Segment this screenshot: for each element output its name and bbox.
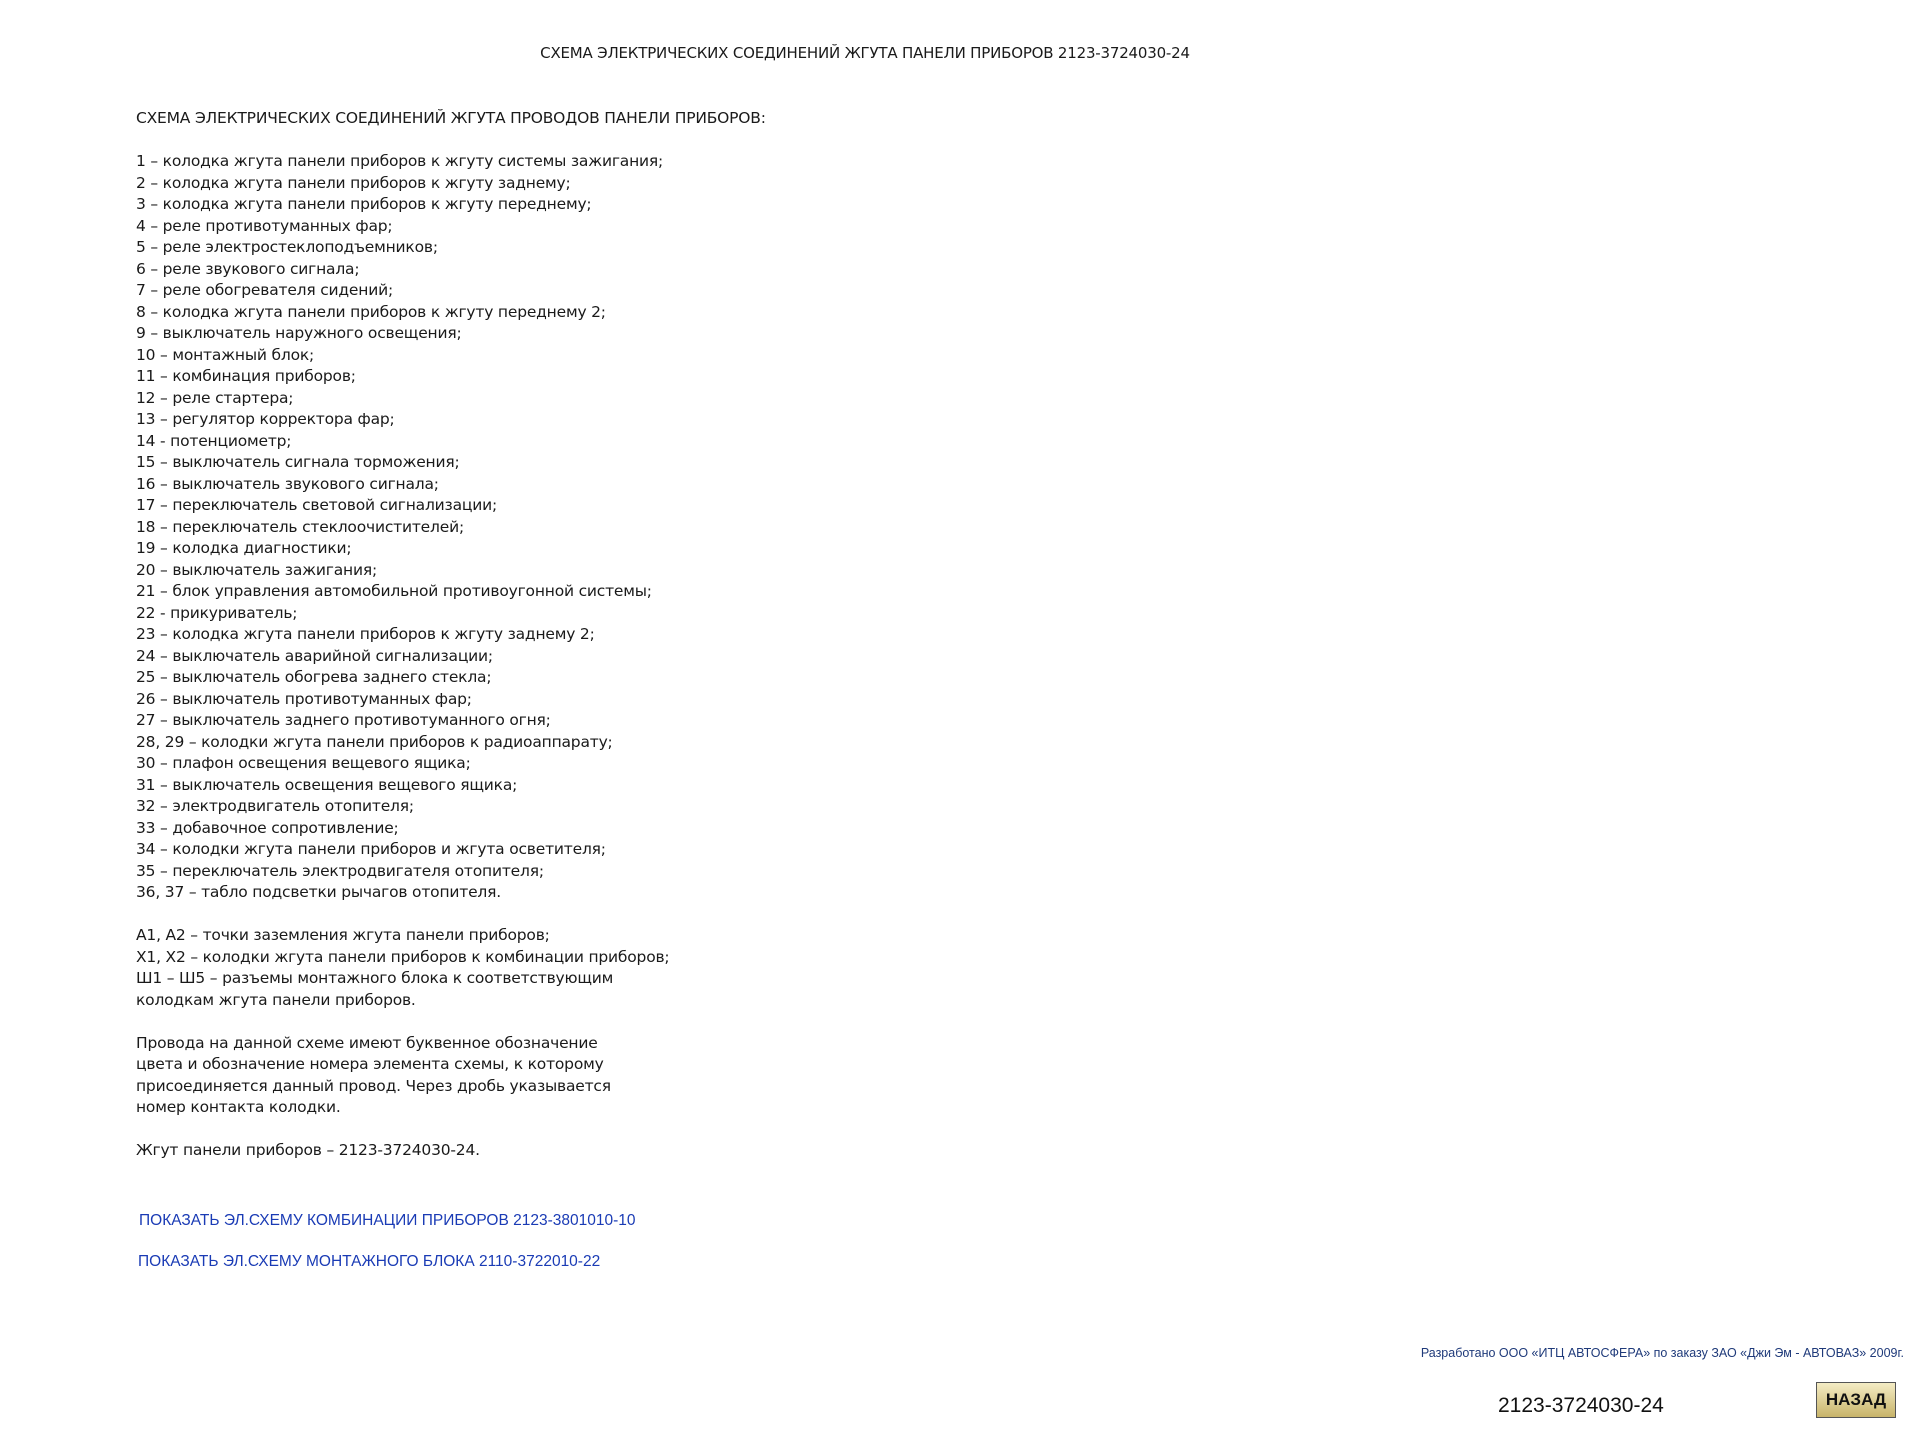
spacer — [136, 1119, 1236, 1141]
legend-extra-item: Х1, Х2 – колодки жгута панели приборов к комбинации приборов; — [136, 947, 670, 966]
legend-item: 5 – реле электростеклоподъемников; — [136, 238, 438, 256]
legend-item: 19 – колодка диагностики; — [136, 539, 352, 557]
legend-item: 16 – выключатель звукового сигнала; — [136, 474, 439, 493]
legend-item: 15 – выключатель сигнала торможения; — [136, 453, 460, 471]
legend-heading: СХЕМА ЭЛЕКТРИЧЕСКИХ СОЕДИНЕНИЙ ЖГУТА ПРОВОДОВ ПАНЕЛИ ПРИБОРОВ: — [136, 109, 766, 127]
legend-item: 17 – переключатель световой сигнализации; — [136, 496, 498, 514]
spacer — [136, 130, 1236, 152]
legend-item: 6 – реле звукового сигнала; — [136, 259, 360, 278]
developer-credit: Разработано ООО «ИТЦ АВТОСФЕРА» по заказу ЗАО «Джи Эм - АВТОВАЗ» 2009г. — [1420, 1346, 1904, 1360]
legend-item: 11 – комбинация приборов; — [136, 367, 356, 385]
legend-item: 10 – монтажный блок; — [136, 345, 315, 364]
legend-extra-item: А1, А2 – точки заземления жгута панели приборов; — [136, 926, 550, 944]
spacer — [136, 904, 1236, 926]
legend-item: 21 – блок управления автомобильной противоугонной системы; — [136, 582, 652, 600]
legend-item: 36, 37 – табло подсветки рычагов отопителя. — [136, 883, 501, 901]
legend-item: 35 – переключатель электродвигателя отопителя; — [136, 861, 544, 880]
legend-item: 27 – выключатель заднего противотуманного огня; — [136, 711, 551, 729]
legend-item: 24 – выключатель аварийной сигнализации; — [136, 646, 493, 665]
spacer — [136, 1011, 1236, 1033]
legend-item: 31 – выключатель освещения вещевого ящика; — [136, 775, 518, 794]
legend-items-list — [136, 151, 1236, 904]
legend-item: 2 – колодка жгута панели приборов к жгуту заднему; — [136, 173, 571, 192]
wire-note-line: Провода на данной схеме имеют буквенное обозначение — [136, 1033, 598, 1052]
legend-item: 20 – выключатель зажигания; — [136, 560, 377, 579]
legend-item: 4 – реле противотуманных фар; — [136, 216, 393, 235]
legend-item: 9 – выключатель наружного освещения; — [136, 324, 462, 342]
legend-item: 13 – регулятор корректора фар; — [136, 410, 395, 428]
wire-note-line: цвета и обозначение номера элемента схемы, к которому — [136, 1055, 604, 1073]
legend-item: 30 – плафон освещения вещевого ящика; — [136, 754, 471, 772]
page-title: СХЕМА ЭЛЕКТРИЧЕСКИХ СОЕДИНЕНИЙ ЖГУТА ПАНЕЛИ ПРИБОРОВ 2123-3724030-24 — [540, 44, 1190, 62]
legend-item: 25 – выключатель обогрева заднего стекла; — [136, 668, 492, 686]
legend-item: 33 – добавочное сопротивление; — [136, 818, 399, 837]
legend-item: 18 – переключатель стеклоочистителей; — [136, 517, 464, 536]
back-button[interactable]: НАЗАД — [1816, 1382, 1896, 1418]
legend-item: 23 – колодка жгута панели приборов к жгуту заднему 2; — [136, 625, 595, 643]
legend-extra-item: Ш1 – Ш5 – разъемы монтажного блока к соответствующим — [136, 969, 614, 987]
wire-note-line: присоединяется данный провод. Через дробь указывается — [136, 1076, 611, 1095]
legend-item: 32 – электродвигатель отопителя; — [136, 797, 414, 815]
legend-extra-item: колодкам жгута панели приборов. — [136, 990, 416, 1009]
legend-item: 1 – колодка жгута панели приборов к жгуту системы зажигания; — [136, 152, 664, 170]
legend-item: 28, 29 – колодки жгута панели приборов к радиоаппарату; — [136, 732, 613, 751]
show-fuse-block-scheme-link[interactable]: ПОКАЗАТЬ ЭЛ.СХЕМУ МОНТАЖНОГО БЛОКА 2110-3722010-22 — [138, 1253, 601, 1270]
legend-item: 22 - прикуриватель; — [136, 603, 298, 622]
legend-item: 34 – колодки жгута панели приборов и жгута осветителя; — [136, 840, 606, 858]
document-number: 2123-3724030-24 — [1498, 1394, 1664, 1417]
wire-note-line: номер контакта колодки. — [136, 1098, 341, 1116]
legend-item: 3 – колодка жгута панели приборов к жгуту переднему; — [136, 195, 592, 213]
harness-number-line: Жгут панели приборов – 2123-3724030-24. — [136, 1141, 480, 1159]
show-instrument-cluster-scheme-link[interactable]: ПОКАЗАТЬ ЭЛ.СХЕМУ КОМБИНАЦИИ ПРИБОРОВ 2123-3801010-10 — [139, 1212, 636, 1229]
legend-item: 8 – колодка жгута панели приборов к жгуту переднему 2; — [136, 302, 606, 321]
legend-item: 26 – выключатель противотуманных фар; — [136, 689, 472, 708]
legend-extra-list — [136, 925, 1236, 1011]
wire-note — [136, 1033, 1236, 1119]
legend-item: 14 - потенциометр; — [136, 431, 292, 450]
legend-item: 7 – реле обогревателя сидений; — [136, 281, 393, 299]
legend-item: 12 – реле стартера; — [136, 388, 294, 407]
legend-content — [136, 108, 1236, 1162]
